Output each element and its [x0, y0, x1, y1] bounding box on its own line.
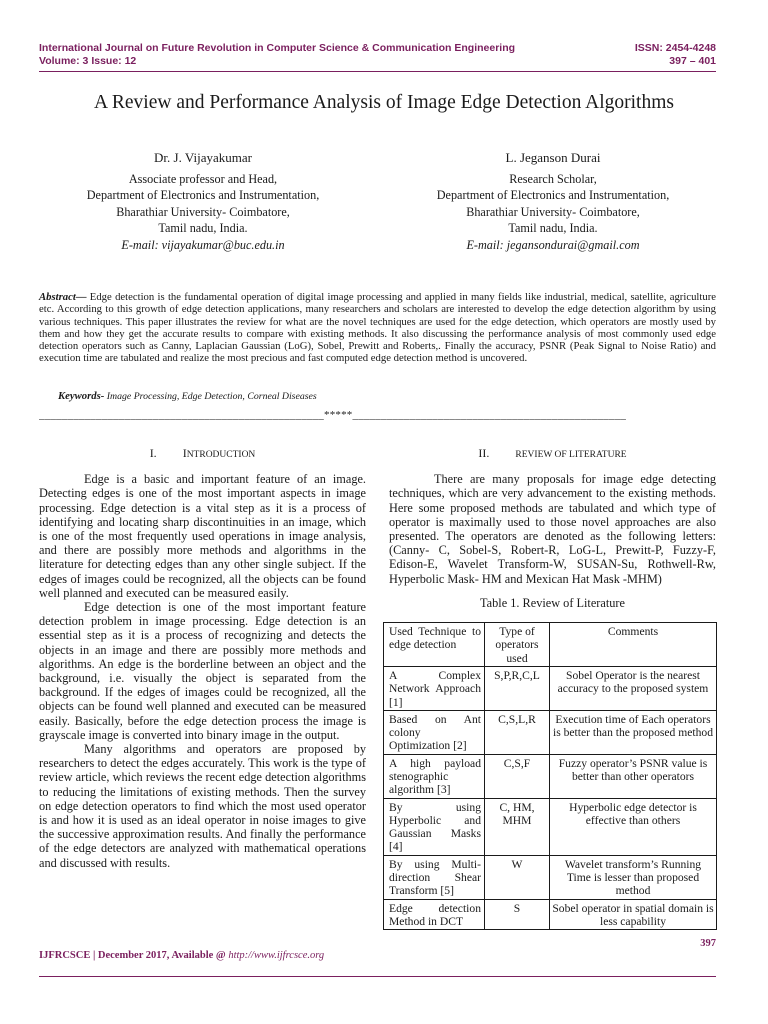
table-row — [384, 899, 717, 930]
paper-title: A Review and Performance Analysis of Image Edge Detection Algorithms — [94, 92, 674, 113]
author-univ: Bharathiar University- Coimbatore, — [116, 204, 290, 219]
table-cell: W — [485, 855, 550, 899]
table-row — [384, 666, 717, 710]
table-caption: Table 1. Review of Literature — [480, 595, 625, 610]
table-cell: S,P,R,C,L — [485, 666, 550, 710]
journal-volume: Volume: 3 Issue: 12 — [39, 55, 137, 67]
table-cell: Based on Ant colony Optimization [2] — [384, 710, 485, 754]
table-cell: A Complex Network Approach [1] — [384, 666, 485, 710]
author-univ: Bharathiar University- Coimbatore, — [466, 204, 640, 219]
left-column — [39, 446, 366, 870]
table-cell: Sobel Operator is the nearest accuracy to the proposed system — [550, 666, 717, 710]
footer-url[interactable]: http://www.ijfrcsce.org — [228, 950, 325, 961]
abstract-text: Edge detection is the fundamental operation of digital image processing and applied in many fields like industrial, medical, satellite, agriculture etc. According to this growth of edge detection applications, many researchers and scholars are interested to develop the edge detection algorithm by using various techniques. This paper illustrates the review for what are the novel techniques are used for the edge detection, which operators are mostly used by them and how they get the accurate results to compare with existing methods. It also discussing the performance analysis of most commonly used edge detection operators such as Canny, Laplacian Gaussian (LoG), Sobel, Prewitt and Roberts,. Finally the accuracy, PSNR (Peak Signal to Noise Ratio) and execution time are tabulated and realize the most precious and fast computed edge detection method is uncovered. — [39, 291, 716, 365]
section-number: I. — [149, 446, 157, 460]
abstract-label: Abstract— — [39, 291, 87, 303]
author-name: L. Jeganson Durai — [505, 150, 601, 165]
table-cell: Sobel operator in spatial domain is less capability — [550, 899, 717, 930]
author-place: Tamil nadu, India. — [508, 221, 598, 235]
keywords — [58, 390, 317, 402]
keywords-label: Keywords- — [58, 390, 105, 402]
table-cell: C, HM, MHM — [485, 798, 550, 855]
header-rule — [39, 71, 716, 72]
author-dept: Department of Electronics and Instrumentation, — [436, 188, 670, 202]
table-header-cell: Type of operators used — [485, 623, 550, 667]
section-title-first: I — [182, 446, 187, 460]
page-number: 397 — [700, 938, 716, 949]
table-cell: Wavelet transform’s Running Time is lesser than proposed method — [550, 855, 717, 899]
table-cell: C,S,L,R — [485, 710, 550, 754]
table-header-cell: Used Technique to edge detection — [384, 623, 485, 667]
author-place: Tamil nadu, India. — [158, 221, 248, 235]
table-header-cell: Comments — [550, 623, 717, 667]
intro-paragraph-3: Many algorithms and operators are proposed by researchers to detect the edges accurately. This work is the type of review article, which reviews the recent edge detection algorithms to reducing the limitations of existing methods. Then the survey on edge detection operators to find which the most used operator is and how it is used as an ideal operator in noise images to give the successive approximation results. And finally the performance of the edge detectors are analyzed with mathematical operations and discussed with results. — [39, 742, 366, 870]
table-row — [384, 754, 717, 798]
section-title-rest: NTRODUCTION — [186, 450, 256, 460]
table-header-row — [384, 623, 717, 667]
section-number: II. — [478, 446, 490, 460]
author-role: Associate professor and Head, — [128, 171, 278, 186]
table-cell: Execution time of Each operators is better than the proposed method — [550, 710, 717, 754]
intro-paragraph-2: Edge detection is one of the most important feature detection problem in image processing. Edge detection is an essential step as it is a process of recognizing and detects the objects in an image and there are possibly more methods and algorithms. An edge is the borderline between an object and the background, i.e. visually the object is separated from the background. If the edges of images could be recognized, all the objects can be found well planned and executed can be measured easily. Basically, before the edge detection process the image is grayscale image is converted into binary image in the output. — [39, 600, 366, 742]
table-cell: C,S,F — [485, 754, 550, 798]
author-email: E-mail: jegansondurai@gmail.com — [466, 237, 640, 252]
table-cell: Fuzzy operator’s PSNR value is better than other operators — [550, 754, 717, 798]
author-email: E-mail: vijayakumar@buc.edu.in — [121, 237, 285, 252]
keywords-text: Image Processing, Edge Detection, Corneal Diseases — [104, 391, 317, 402]
right-column — [389, 446, 716, 930]
table-cell: By using Multi-direction Shear Transform [5] — [384, 855, 485, 899]
table-row — [384, 710, 717, 754]
review-paragraph: There are many proposals for image edge detecting techniques, which are very advancement to the existing methods. Here some proposed methods are tabulated and which type of operator is maximally used to those novel approaches are also presented. The operators are denoted as the following letters: (Canny- C, Sobel-S, Robert-R, LoG-L, Prewitt-P, Fuzzy-F, Edison-E, Wavelet Transform-W, SUSAN-Su, Rothwell-Rw, Hyperbolic Mask- HM and Mexican Hat Mask -MHM) — [389, 472, 716, 586]
author-dept: Department of Electronics and Instrumentation, — [86, 188, 320, 202]
table-cell: S — [485, 899, 550, 930]
author-role: Research Scholar, — [509, 171, 597, 186]
table-cell: Edge detection Method in DCT — [384, 899, 485, 930]
footer — [39, 950, 324, 961]
table-cell: A high payload stenographic algorithm [3] — [384, 754, 485, 798]
review-table — [383, 622, 717, 930]
journal-pages: 397 – 401 — [669, 55, 716, 67]
footer-rule — [39, 976, 716, 977]
footer-text: IJFRCSCE | December 2017, Available @ — [39, 950, 229, 961]
table-row — [384, 855, 717, 899]
separator: __________________________________________________*****________________________________________________ — [39, 409, 627, 421]
intro-paragraph-1: Edge is a basic and important feature of an image. Detecting edges is one of the most important aspects in image processing. Edge detection is a vital step as it is a process of identifying and locating sharp discontinuities in an image, which is one of the most frequently used operations in image analysis, and there are possibly more methods and algorithms in the literature for detecting edges than any other single subject. If the edges of images could be recognized, all the objects can be found well planned and executed can be measured easily. — [39, 472, 366, 600]
table-row — [384, 798, 717, 855]
author-2 — [403, 150, 703, 253]
section-2-heading — [389, 446, 716, 462]
table-cell: Hyperbolic edge detector is effective than others — [550, 798, 717, 855]
section-1-heading — [39, 446, 366, 462]
section-title: REVIEW OF LITERATURE — [515, 450, 627, 460]
journal-name: International Journal on Future Revolution in Computer Science & Communication Engineering — [39, 42, 516, 54]
table-cell: By using Hyperbolic and Gaussian Masks [4] — [384, 798, 485, 855]
journal-issn: ISSN: 2454-4248 — [634, 42, 716, 54]
author-name: Dr. J. Vijayakumar — [154, 150, 252, 165]
abstract — [39, 291, 716, 365]
author-1 — [53, 150, 353, 253]
